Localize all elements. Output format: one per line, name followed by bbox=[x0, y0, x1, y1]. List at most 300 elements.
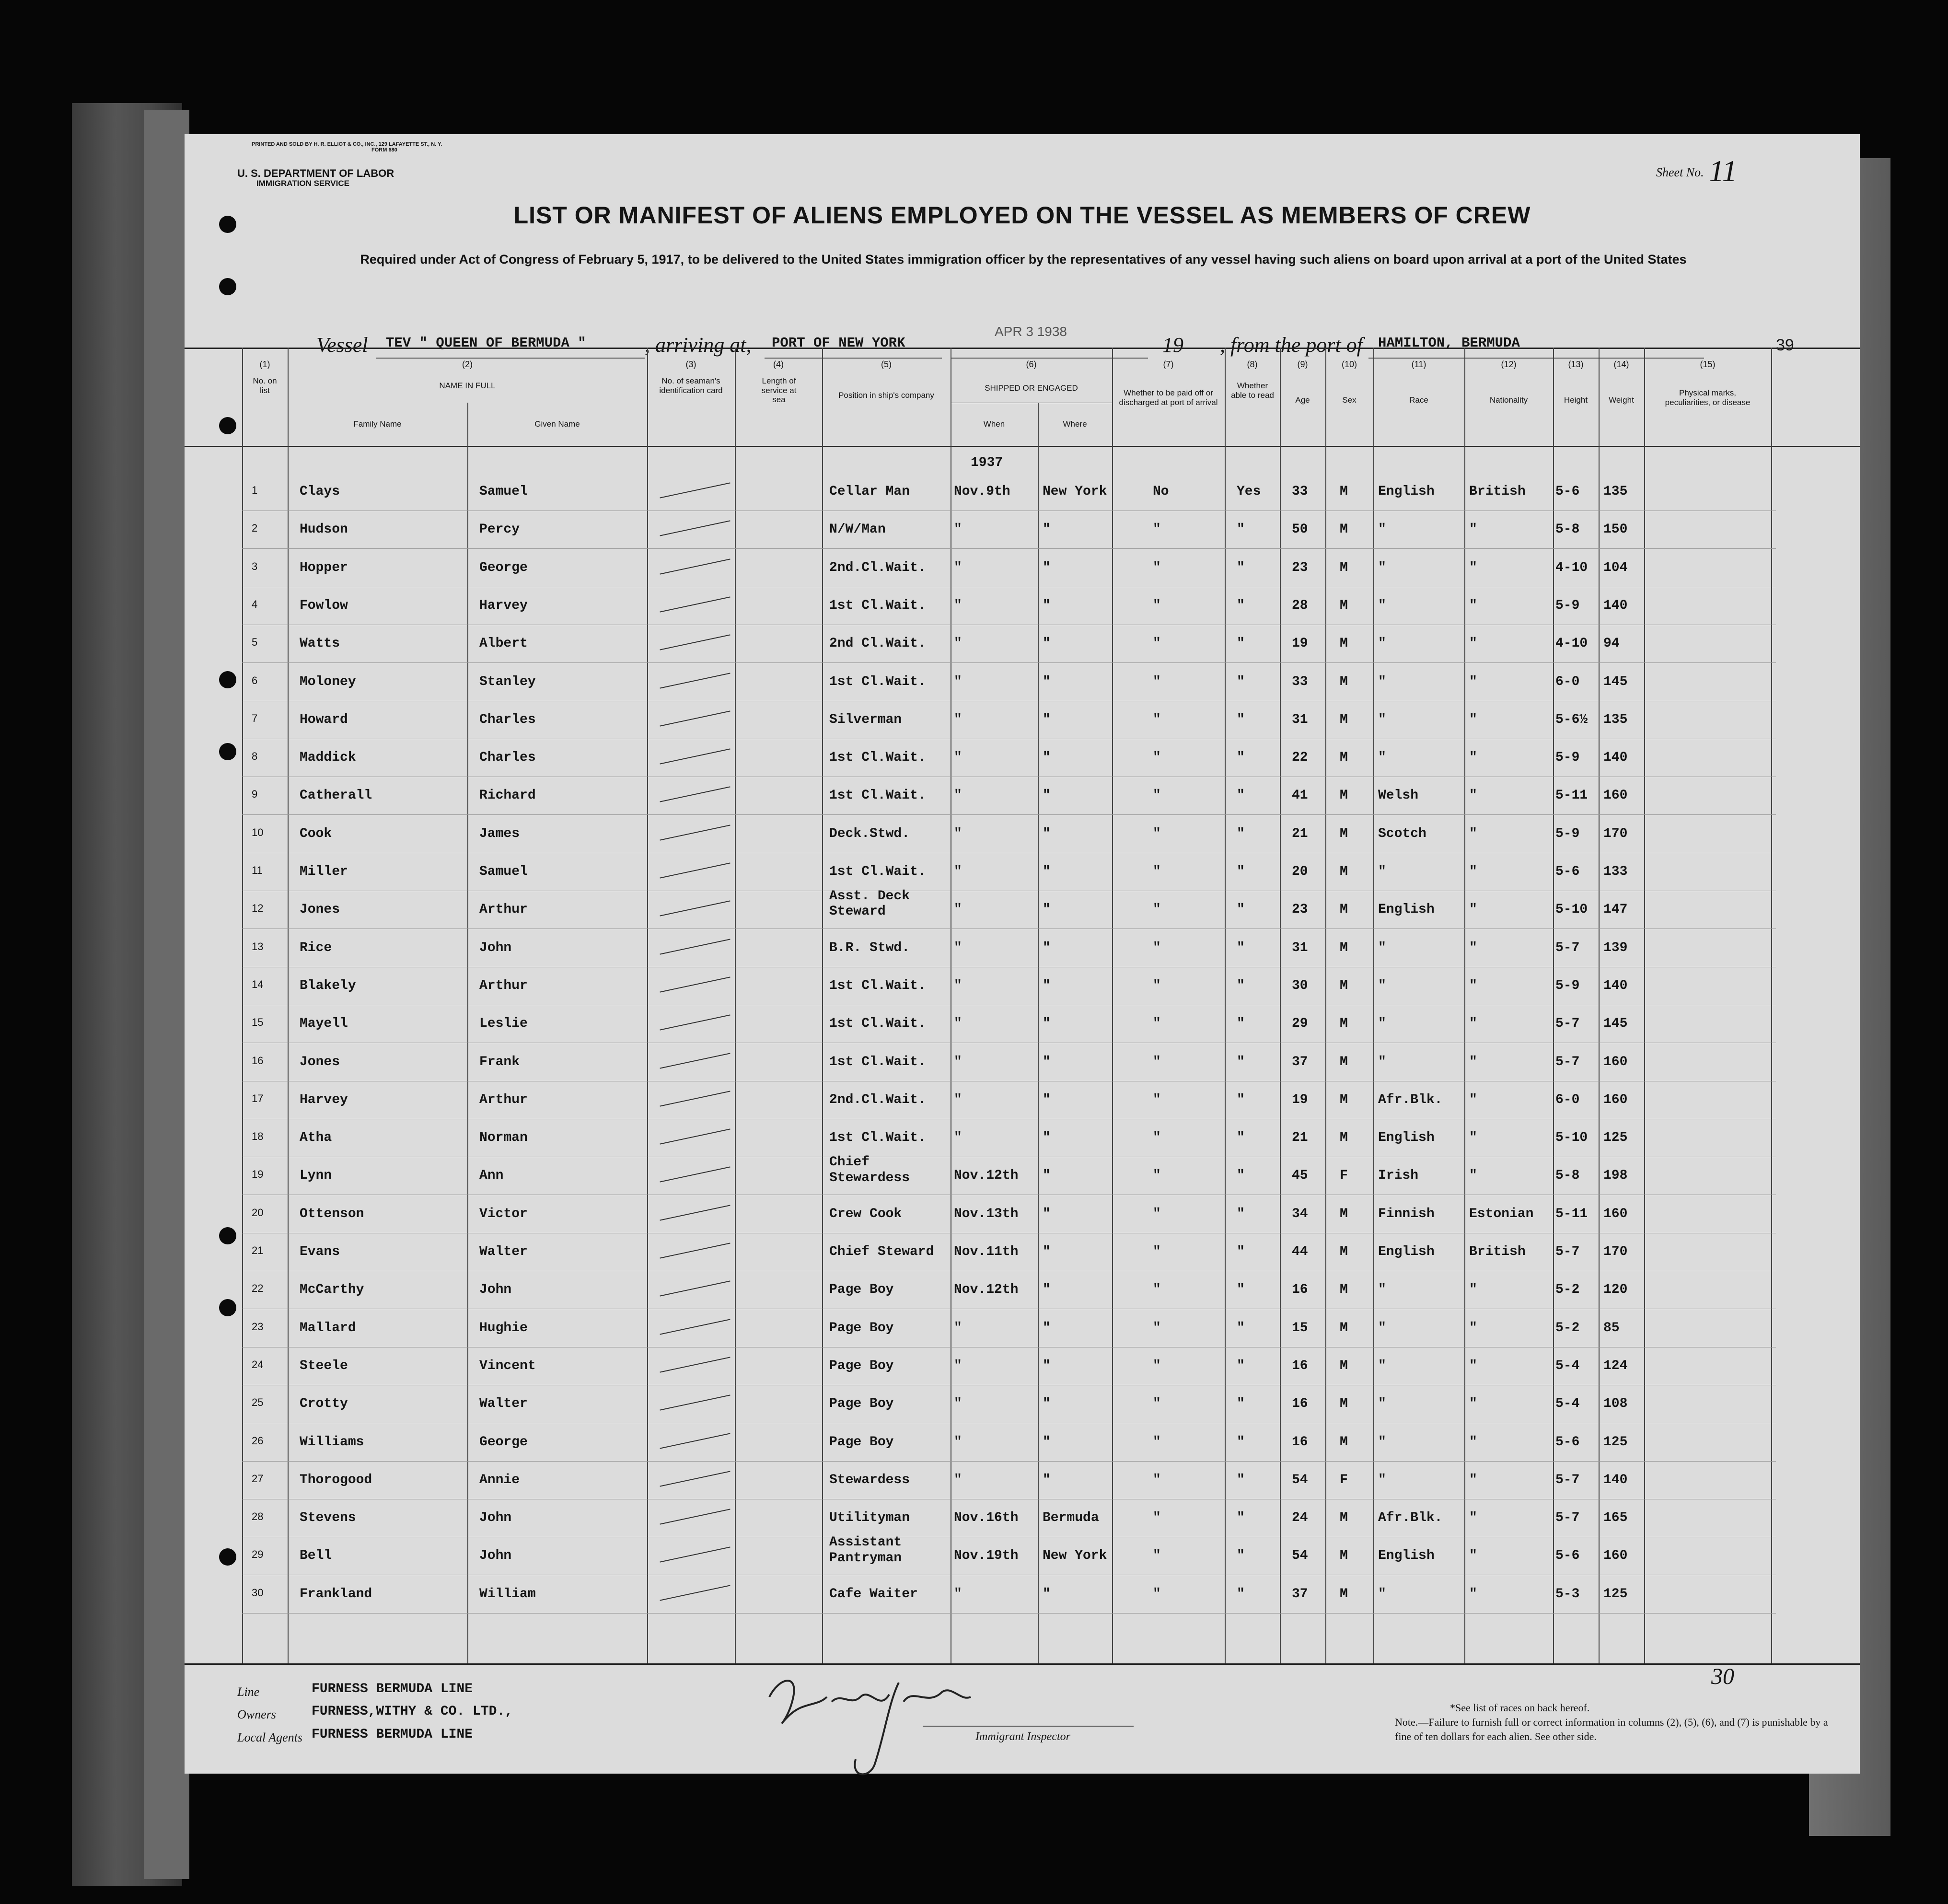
cell-age: 22 bbox=[1292, 750, 1308, 766]
cell-weight: 125 bbox=[1603, 1586, 1628, 1602]
cell-paid-off: No bbox=[1153, 484, 1169, 499]
cell-shipped-when: " bbox=[954, 636, 962, 651]
binder-fold bbox=[144, 110, 189, 1879]
cell-able-to-read: " bbox=[1237, 1510, 1245, 1526]
id-card-tick-mark bbox=[660, 1585, 730, 1601]
cell-weight: 160 bbox=[1603, 788, 1628, 803]
cell-sex: M bbox=[1340, 560, 1348, 575]
cell-weight: 94 bbox=[1603, 636, 1620, 651]
cell-race: " bbox=[1378, 636, 1386, 651]
col-head-paid-off: Whether to be paid off or discharged at port of arrival bbox=[1119, 388, 1218, 407]
col-num: (6) bbox=[1026, 360, 1037, 369]
cell-row-number: 27 bbox=[252, 1472, 264, 1485]
cell-given-name: Hughie bbox=[479, 1320, 528, 1335]
cell-weight: 125 bbox=[1603, 1130, 1628, 1146]
date-stamp: APR 3 1938 bbox=[995, 324, 1067, 339]
cell-height: 5-7 bbox=[1555, 1054, 1580, 1069]
cell-weight: 125 bbox=[1603, 1434, 1628, 1450]
manifest-page bbox=[185, 134, 1860, 1774]
col-num: (3) bbox=[685, 360, 696, 369]
cell-height: 5-7 bbox=[1555, 1472, 1580, 1487]
cell-age: 19 bbox=[1292, 1092, 1308, 1107]
cell-row-number: 4 bbox=[252, 598, 258, 610]
cell-sex: M bbox=[1340, 1244, 1348, 1259]
year-prefix: 19 bbox=[1162, 333, 1183, 357]
cell-able-to-read: " bbox=[1237, 940, 1245, 955]
cell-race: English bbox=[1378, 1548, 1435, 1564]
cell-age: 54 bbox=[1292, 1548, 1308, 1564]
cell-able-to-read: " bbox=[1237, 864, 1245, 879]
page-number: 39 bbox=[1776, 336, 1794, 354]
cell-row-number: 8 bbox=[252, 750, 258, 763]
id-card-tick-mark bbox=[660, 1395, 730, 1411]
cell-race: " bbox=[1378, 1586, 1386, 1602]
cell-shipped-when: " bbox=[954, 1016, 962, 1032]
cell-shipped-where: " bbox=[1043, 940, 1051, 955]
cell-shipped-where: " bbox=[1043, 1244, 1051, 1259]
id-card-tick-mark bbox=[660, 1357, 730, 1372]
cell-position: Page Boy bbox=[829, 1434, 894, 1450]
manifest-footer bbox=[185, 1663, 1860, 1774]
cell-weight: 198 bbox=[1603, 1168, 1628, 1184]
cell-race: " bbox=[1378, 712, 1386, 727]
page-subtitle: Required under Act of Congress of February 5, 1917, to be delivered to the United States immigration officer by the representatives of any vessel having such aliens on board upon arrival at a port of the United States bbox=[360, 252, 1687, 267]
cell-height: 5-11 bbox=[1555, 788, 1588, 803]
cell-shipped-when: " bbox=[954, 1054, 962, 1069]
cell-given-name: Charles bbox=[479, 712, 536, 727]
cell-weight: 160 bbox=[1603, 1206, 1628, 1221]
col-divider bbox=[1644, 348, 1645, 1663]
cell-paid-off: " bbox=[1153, 1320, 1161, 1335]
cell-family-name: Atha bbox=[300, 1130, 332, 1146]
cell-nationality: British bbox=[1469, 1244, 1526, 1259]
cell-position: Crew Cook bbox=[829, 1206, 902, 1221]
cell-height: 5-9 bbox=[1555, 750, 1580, 766]
cell-height: 5-6 bbox=[1555, 864, 1580, 879]
cell-sex: M bbox=[1340, 674, 1348, 689]
id-card-tick-mark bbox=[660, 673, 730, 688]
col-num: (7) bbox=[1163, 360, 1174, 369]
cell-paid-off: " bbox=[1153, 1244, 1161, 1259]
cell-race: " bbox=[1378, 1282, 1386, 1298]
cell-row-number: 29 bbox=[252, 1548, 264, 1561]
col-divider bbox=[1112, 348, 1113, 1663]
cell-position: B.R. Stwd. bbox=[829, 940, 910, 955]
id-card-tick-mark bbox=[660, 824, 730, 840]
cell-paid-off: " bbox=[1153, 1206, 1161, 1221]
cell-shipped-where: " bbox=[1043, 636, 1051, 651]
cell-nationality: " bbox=[1469, 1282, 1477, 1298]
cell-nationality: Estonian bbox=[1469, 1206, 1534, 1221]
col-num: (1) bbox=[259, 360, 270, 369]
cell-given-name: Samuel bbox=[479, 864, 528, 879]
cell-able-to-read: " bbox=[1237, 978, 1245, 993]
cell-row-number: 20 bbox=[252, 1206, 264, 1219]
cell-height: 6-0 bbox=[1555, 674, 1580, 689]
cell-able-to-read: " bbox=[1237, 1320, 1245, 1335]
col-divider bbox=[1373, 348, 1374, 1663]
cell-age: 33 bbox=[1292, 484, 1308, 499]
col-divider bbox=[1225, 348, 1226, 1663]
cell-sex: M bbox=[1340, 1434, 1348, 1450]
cell-weight: 170 bbox=[1603, 1244, 1628, 1259]
cell-age: 45 bbox=[1292, 1168, 1308, 1184]
col-divider bbox=[735, 348, 736, 1663]
cell-paid-off: " bbox=[1153, 788, 1161, 803]
cell-given-name: George bbox=[479, 560, 528, 575]
cell-race: " bbox=[1378, 1434, 1386, 1450]
cell-row-number: 15 bbox=[252, 1016, 264, 1029]
col-num: (15) bbox=[1700, 360, 1716, 369]
cell-age: 44 bbox=[1292, 1244, 1308, 1259]
cell-age: 54 bbox=[1292, 1472, 1308, 1487]
cell-given-name: John bbox=[479, 1510, 512, 1526]
id-card-tick-mark bbox=[660, 749, 730, 765]
cell-family-name: Thorogood bbox=[300, 1472, 372, 1487]
cell-row-number: 6 bbox=[252, 674, 258, 686]
cell-weight: 145 bbox=[1603, 674, 1628, 689]
id-card-tick-mark bbox=[660, 1281, 730, 1297]
cell-nationality: " bbox=[1469, 1472, 1477, 1487]
cell-family-name: Maddick bbox=[300, 750, 356, 766]
cell-shipped-where: " bbox=[1043, 712, 1051, 727]
cell-row-number: 24 bbox=[252, 1358, 264, 1370]
cell-shipped-where: " bbox=[1043, 1434, 1051, 1450]
cell-able-to-read: " bbox=[1237, 560, 1245, 575]
cell-weight: 133 bbox=[1603, 864, 1628, 879]
cell-paid-off: " bbox=[1153, 1130, 1161, 1146]
cell-paid-off: " bbox=[1153, 598, 1161, 613]
cell-position: Page Boy bbox=[829, 1320, 894, 1335]
cell-paid-off: " bbox=[1153, 1092, 1161, 1107]
cell-able-to-read: " bbox=[1237, 712, 1245, 727]
cell-nationality: " bbox=[1469, 1396, 1477, 1412]
col-num: (5) bbox=[881, 360, 892, 369]
cell-paid-off: " bbox=[1153, 826, 1161, 841]
cell-age: 15 bbox=[1292, 1320, 1308, 1335]
cell-position: 2nd.Cl.Wait. bbox=[829, 1092, 926, 1107]
cell-height: 5-6 bbox=[1555, 1548, 1580, 1564]
id-card-tick-mark bbox=[660, 1091, 730, 1106]
cell-shipped-where: " bbox=[1043, 1282, 1051, 1298]
row-rule bbox=[242, 548, 1776, 549]
cell-height: 5-7 bbox=[1555, 1244, 1580, 1259]
cell-row-number: 1 bbox=[252, 484, 258, 496]
col-num: (4) bbox=[773, 360, 784, 369]
cell-age: 20 bbox=[1292, 864, 1308, 879]
cell-position: 1st Cl.Wait. bbox=[829, 598, 926, 613]
cell-family-name: Howard bbox=[300, 712, 348, 727]
cell-age: 16 bbox=[1292, 1282, 1308, 1298]
row-rule bbox=[242, 814, 1776, 815]
cell-shipped-when: " bbox=[954, 788, 962, 803]
cell-sex: M bbox=[1340, 598, 1348, 613]
cell-height: 6-0 bbox=[1555, 1092, 1580, 1107]
col-head-sex: Sex bbox=[1342, 395, 1357, 405]
printer-note-line: PRINTED AND SOLD BY H. R. ELLIOT & CO., INC., 129 LAFAYETTE ST., N. Y. bbox=[252, 141, 442, 147]
cell-shipped-where: " bbox=[1043, 1092, 1051, 1107]
cell-row-number: 21 bbox=[252, 1244, 264, 1256]
cell-paid-off: " bbox=[1153, 978, 1161, 993]
cell-family-name: Stevens bbox=[300, 1510, 356, 1526]
col-num: (14) bbox=[1613, 360, 1629, 369]
cell-able-to-read: " bbox=[1237, 1586, 1245, 1602]
col-divider bbox=[467, 403, 468, 1663]
cell-shipped-where: " bbox=[1043, 1358, 1051, 1373]
cell-able-to-read: " bbox=[1237, 674, 1245, 689]
cell-weight: 140 bbox=[1603, 598, 1628, 613]
cell-nationality: " bbox=[1469, 1358, 1477, 1373]
cell-paid-off: " bbox=[1153, 940, 1161, 955]
col-head-given: Given Name bbox=[534, 419, 580, 429]
cell-sex: M bbox=[1340, 484, 1348, 499]
id-card-tick-mark bbox=[660, 787, 730, 802]
cell-paid-off: " bbox=[1153, 1396, 1161, 1412]
cell-height: 5-4 bbox=[1555, 1396, 1580, 1412]
cell-sex: F bbox=[1340, 1168, 1348, 1184]
cell-height: 5-2 bbox=[1555, 1320, 1580, 1335]
cell-shipped-where: " bbox=[1043, 1206, 1051, 1221]
cell-given-name: Albert bbox=[479, 636, 528, 651]
line-label: Line bbox=[237, 1685, 260, 1699]
cell-paid-off: " bbox=[1153, 1510, 1161, 1526]
col-num: (11) bbox=[1411, 360, 1426, 369]
cell-paid-off: " bbox=[1153, 1548, 1161, 1564]
cell-nationality: " bbox=[1469, 1320, 1477, 1335]
cell-age: 30 bbox=[1292, 978, 1308, 993]
cell-shipped-when: Nov.19th bbox=[954, 1548, 1019, 1564]
cell-able-to-read: " bbox=[1237, 598, 1245, 613]
cell-race: English bbox=[1378, 1244, 1435, 1259]
col-divider bbox=[1553, 348, 1554, 1663]
cell-sex: M bbox=[1340, 1016, 1348, 1032]
cell-shipped-when: Nov.13th bbox=[954, 1206, 1019, 1221]
cell-age: 16 bbox=[1292, 1396, 1308, 1412]
cell-nationality: " bbox=[1469, 1586, 1477, 1602]
cell-given-name: George bbox=[479, 1434, 528, 1450]
vessel-label: Vessel bbox=[316, 333, 368, 357]
cell-nationality: " bbox=[1469, 940, 1477, 955]
cell-shipped-when: " bbox=[954, 1320, 962, 1335]
col-head-shipped: SHIPPED OR ENGAGED bbox=[985, 383, 1078, 393]
cell-given-name: William bbox=[479, 1586, 536, 1602]
cell-shipped-when: " bbox=[954, 940, 962, 955]
cell-able-to-read: " bbox=[1237, 902, 1245, 917]
cell-height: 5-6½ bbox=[1555, 712, 1588, 727]
id-card-tick-mark bbox=[660, 1433, 730, 1449]
cell-shipped-where: " bbox=[1043, 1320, 1051, 1335]
table-top-border bbox=[185, 348, 1860, 349]
year-note: 1937 bbox=[971, 455, 1003, 470]
cell-shipped-where: " bbox=[1043, 598, 1051, 613]
cell-shipped-where: Bermuda bbox=[1043, 1510, 1099, 1526]
cell-nationality: " bbox=[1469, 1092, 1477, 1107]
cell-race: Welsh bbox=[1378, 788, 1419, 803]
owners-value: FURNESS,WITHY & CO. LTD., bbox=[312, 1704, 513, 1719]
cell-weight: 135 bbox=[1603, 484, 1628, 499]
cell-able-to-read: " bbox=[1237, 750, 1245, 766]
cell-height: 5-3 bbox=[1555, 1586, 1580, 1602]
cell-shipped-where: " bbox=[1043, 674, 1051, 689]
col-head-read: Whether able to read bbox=[1231, 381, 1274, 400]
cell-position: Chief Steward bbox=[829, 1244, 934, 1259]
cell-race: English bbox=[1378, 902, 1435, 917]
cell-height: 5-8 bbox=[1555, 522, 1580, 537]
id-card-tick-mark bbox=[660, 1053, 730, 1068]
cell-family-name: Bell bbox=[300, 1548, 332, 1564]
cell-nationality: " bbox=[1469, 902, 1477, 917]
col-divider bbox=[1599, 348, 1600, 1663]
cell-race: Finnish bbox=[1378, 1206, 1435, 1221]
inspector-underline bbox=[923, 1726, 1134, 1727]
cell-race: Scotch bbox=[1378, 826, 1426, 841]
cell-shipped-where: New York bbox=[1043, 484, 1107, 499]
id-card-tick-mark bbox=[660, 1509, 730, 1525]
cell-shipped-when: " bbox=[954, 1358, 962, 1373]
cell-weight: 160 bbox=[1603, 1054, 1628, 1069]
cell-age: 16 bbox=[1292, 1358, 1308, 1373]
cell-paid-off: " bbox=[1153, 1586, 1161, 1602]
cell-position: Cellar Man bbox=[829, 484, 910, 499]
cell-shipped-when: Nov.16th bbox=[954, 1510, 1019, 1526]
cell-age: 16 bbox=[1292, 1434, 1308, 1450]
cell-row-number: 16 bbox=[252, 1054, 264, 1067]
printer-note bbox=[252, 141, 442, 153]
id-card-tick-mark bbox=[660, 862, 730, 878]
cell-race: " bbox=[1378, 940, 1386, 955]
department-name: U. S. DEPARTMENT OF LABOR bbox=[237, 167, 394, 179]
cell-able-to-read: " bbox=[1237, 1054, 1245, 1069]
cell-paid-off: " bbox=[1153, 1358, 1161, 1373]
sheet-number: 11 bbox=[1709, 154, 1738, 188]
col-num: (13) bbox=[1568, 360, 1584, 369]
cell-given-name: Percy bbox=[479, 522, 520, 537]
cell-race: " bbox=[1378, 560, 1386, 575]
cell-nationality: " bbox=[1469, 560, 1477, 575]
line-value: FURNESS BERMUDA LINE bbox=[312, 1682, 473, 1696]
cell-paid-off: " bbox=[1153, 902, 1161, 917]
cell-row-number: 23 bbox=[252, 1320, 264, 1333]
cell-paid-off: " bbox=[1153, 750, 1161, 766]
cell-height: 4-10 bbox=[1555, 560, 1588, 575]
cell-sex: M bbox=[1340, 978, 1348, 993]
cell-position: 1st Cl.Wait. bbox=[829, 788, 926, 803]
cell-nationality: " bbox=[1469, 1510, 1477, 1526]
cell-age: 23 bbox=[1292, 560, 1308, 575]
cell-paid-off: " bbox=[1153, 1282, 1161, 1298]
cell-able-to-read: " bbox=[1237, 1434, 1245, 1450]
cell-height: 5-10 bbox=[1555, 902, 1588, 917]
cell-sex: M bbox=[1340, 1548, 1348, 1564]
cell-sex: M bbox=[1340, 1130, 1348, 1146]
cell-height: 5-10 bbox=[1555, 1130, 1588, 1146]
id-card-tick-mark bbox=[660, 1015, 730, 1031]
col-head-where: Where bbox=[1063, 419, 1087, 429]
cell-row-number: 28 bbox=[252, 1510, 264, 1523]
cell-family-name: Williams bbox=[300, 1434, 364, 1450]
col-num: (12) bbox=[1501, 360, 1517, 369]
cell-shipped-when: Nov.11th bbox=[954, 1244, 1019, 1259]
cell-shipped-when: " bbox=[954, 1434, 962, 1450]
cell-row-number: 13 bbox=[252, 940, 264, 952]
cell-shipped-when: " bbox=[954, 712, 962, 727]
col-head-when: When bbox=[983, 419, 1005, 429]
cell-height: 5-9 bbox=[1555, 826, 1580, 841]
cell-given-name: Arthur bbox=[479, 902, 528, 917]
cell-shipped-where: " bbox=[1043, 1472, 1051, 1487]
cell-row-number: 5 bbox=[252, 636, 258, 649]
agents-value: FURNESS BERMUDA LINE bbox=[312, 1727, 473, 1742]
id-card-tick-mark bbox=[660, 939, 730, 954]
cell-age: 31 bbox=[1292, 940, 1308, 955]
cell-shipped-where: " bbox=[1043, 978, 1051, 993]
cell-given-name: Stanley bbox=[479, 674, 536, 689]
penalty-note: Note.—Failure to furnish full or correct information in columns (2), (5), (6), and (7) is punishable by a fine of ten dollars for each alien. See other side. bbox=[1395, 1716, 1828, 1742]
cell-position: Page Boy bbox=[829, 1358, 894, 1373]
cell-position: N/W/Man bbox=[829, 522, 886, 537]
cell-weight: 124 bbox=[1603, 1358, 1628, 1373]
cell-height: 5-8 bbox=[1555, 1168, 1580, 1184]
cell-row-number: 17 bbox=[252, 1092, 264, 1104]
cell-able-to-read: " bbox=[1237, 1396, 1245, 1412]
col-num: (9) bbox=[1297, 360, 1308, 369]
cell-nationality: " bbox=[1469, 1130, 1477, 1146]
cell-height: 5-7 bbox=[1555, 940, 1580, 955]
cell-shipped-where: " bbox=[1043, 864, 1051, 879]
cell-weight: 135 bbox=[1603, 712, 1628, 727]
cell-weight: 140 bbox=[1603, 978, 1628, 993]
id-card-tick-mark bbox=[660, 901, 730, 917]
cell-position: Page Boy bbox=[829, 1282, 894, 1298]
cell-age: 19 bbox=[1292, 636, 1308, 651]
cell-able-to-read: " bbox=[1237, 1092, 1245, 1107]
cell-weight: 140 bbox=[1603, 750, 1628, 766]
cell-position: Stewardess bbox=[829, 1472, 910, 1487]
cell-race: " bbox=[1378, 522, 1386, 537]
cell-shipped-when: " bbox=[954, 560, 962, 575]
id-card-tick-mark bbox=[660, 482, 730, 498]
cell-height: 5-11 bbox=[1555, 1206, 1588, 1221]
cell-race: Irish bbox=[1378, 1168, 1419, 1184]
cell-age: 41 bbox=[1292, 788, 1308, 803]
cell-age: 21 bbox=[1292, 826, 1308, 841]
col-num: (10) bbox=[1341, 360, 1357, 369]
sheet-label: Sheet No. bbox=[1656, 165, 1704, 179]
cell-race: " bbox=[1378, 864, 1386, 879]
cell-weight: 160 bbox=[1603, 1548, 1628, 1564]
cell-shipped-when: " bbox=[954, 1092, 962, 1107]
id-card-tick-mark bbox=[660, 521, 730, 536]
col-head-weight: Weight bbox=[1609, 395, 1634, 405]
cell-shipped-when: " bbox=[954, 826, 962, 841]
cell-able-to-read: " bbox=[1237, 1358, 1245, 1373]
cell-shipped-when: " bbox=[954, 1472, 962, 1487]
cell-row-number: 11 bbox=[252, 864, 263, 876]
cell-shipped-when: " bbox=[954, 750, 962, 766]
cell-nationality: " bbox=[1469, 598, 1477, 613]
col-divider bbox=[822, 348, 823, 1663]
cell-shipped-when: " bbox=[954, 1586, 962, 1602]
cell-family-name: Fowlow bbox=[300, 598, 348, 613]
cell-row-number: 25 bbox=[252, 1396, 264, 1409]
row-rule bbox=[242, 1461, 1776, 1462]
cell-able-to-read: " bbox=[1237, 522, 1245, 537]
cell-family-name: Ottenson bbox=[300, 1206, 364, 1221]
cell-position: Asst. Deck Steward bbox=[829, 889, 910, 919]
cell-shipped-where: " bbox=[1043, 902, 1051, 917]
row-rule bbox=[242, 662, 1776, 663]
cell-given-name: Richard bbox=[479, 788, 536, 803]
